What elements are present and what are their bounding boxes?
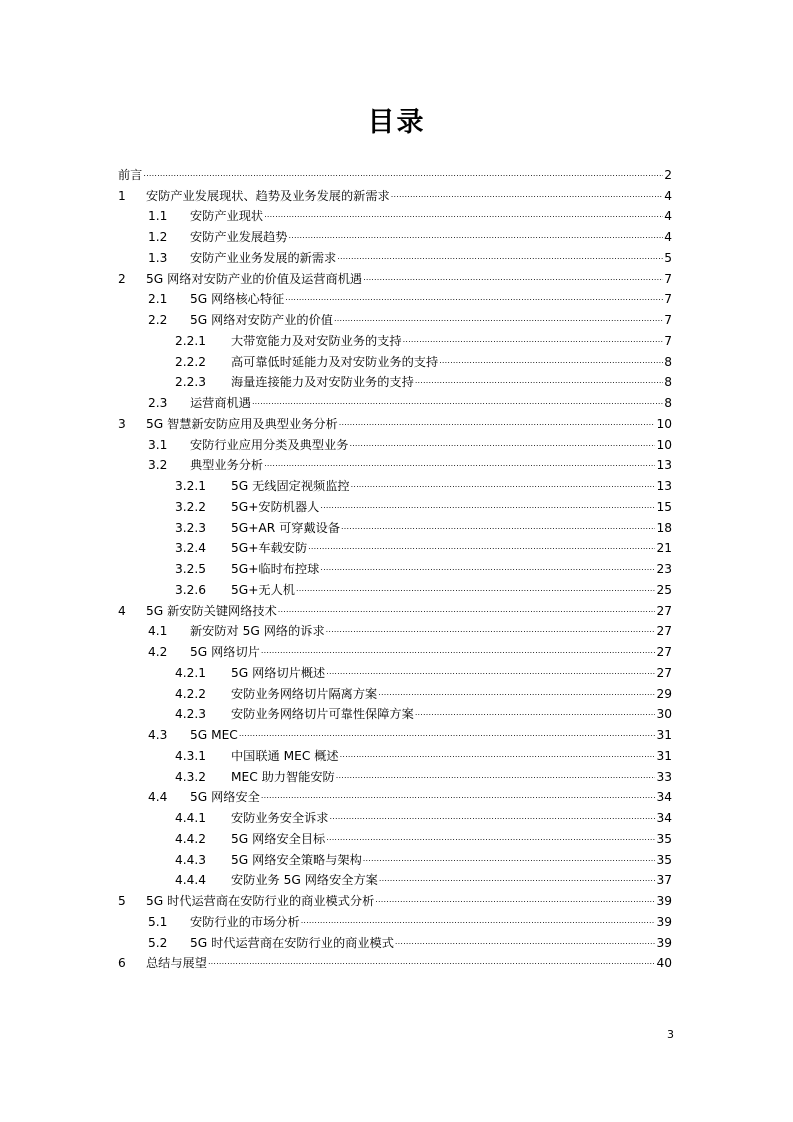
toc-entry-page: 7 (664, 292, 672, 307)
toc-entry-number: 6 (118, 956, 126, 971)
toc-entry-page: 13 (656, 479, 672, 493)
toc-entry[interactable] (118, 452, 672, 473)
toc-entry-page: 2 (664, 167, 672, 182)
toc-entry-title: 安防业务网络切片隔离方案 (231, 686, 378, 701)
toc-entry-title: 5G 时代运营商在安防行业的商业模式 (190, 935, 394, 950)
toc-entry-number: 5.2 (148, 935, 168, 950)
toc-dot-leader (415, 375, 663, 389)
toc-entry-page: 27 (656, 665, 672, 680)
toc-entry-title: 5G+车载安防 (231, 541, 308, 556)
toc-dot-leader (285, 292, 663, 306)
toc-entry[interactable] (118, 514, 672, 535)
toc-dot-leader (143, 168, 663, 182)
toc-entry-number: 4.3.2 (175, 769, 207, 784)
toc-entry-title: 5G 网络切片 (190, 645, 260, 659)
toc-entry-number: 4.4.1 (175, 811, 207, 825)
toc-entry-title: 5G 网络切片概述 (231, 665, 326, 680)
toc-entry[interactable] (118, 784, 672, 805)
toc-entry-title: 5G+安防机器人 (231, 499, 320, 514)
toc-entry-number: 4.4.2 (175, 831, 207, 846)
toc-entry[interactable] (118, 680, 672, 701)
toc-entry[interactable] (118, 472, 672, 493)
toc-dot-leader (326, 832, 655, 846)
toc-entry-title: 5G 网络安全目标 (231, 831, 326, 846)
toc-entry[interactable] (118, 369, 672, 390)
toc-entry-page: 35 (656, 831, 672, 846)
toc-entry-page: 4 (664, 209, 672, 224)
toc-entry-page: 4 (664, 188, 672, 203)
toc-entry-title: 安防产业业务发展的新需求 (190, 250, 337, 265)
toc-entry[interactable] (118, 535, 672, 556)
toc-entry[interactable] (118, 701, 672, 722)
toc-entry[interactable] (118, 389, 672, 410)
toc-entry-page: 39 (656, 914, 672, 929)
toc-entry-title: 典型业务分析 (190, 458, 264, 473)
toc-entry-page: 8 (664, 354, 672, 369)
toc-entry-title: 总结与展望 (146, 956, 207, 971)
toc-entry-title: 5G 智慧新安防应用及典型业务分析 (146, 416, 338, 431)
toc-entry-number: 3.2.3 (175, 520, 207, 535)
toc-entry-page: 29 (656, 686, 672, 701)
toc-entry-page: 31 (656, 728, 672, 742)
toc-dot-leader (334, 313, 663, 327)
toc-dot-leader (330, 811, 656, 825)
toc-entry-page: 10 (656, 416, 672, 431)
toc-dot-leader (336, 770, 656, 784)
toc-entry[interactable] (118, 721, 672, 742)
toc-entry-title: 高可靠低时延能力及对安防业务的支持 (231, 354, 439, 369)
toc-entry-title: 5G 网络安全策略与架构 (231, 852, 362, 867)
toc-dot-leader (339, 417, 656, 431)
toc-entry[interactable] (118, 203, 672, 224)
toc-entry-page: 15 (656, 499, 672, 514)
toc-entry-page: 8 (664, 396, 672, 410)
toc-entry[interactable] (118, 867, 672, 888)
toc-entry-title: 5G+无人机 (231, 582, 295, 597)
toc-entry-page: 34 (656, 811, 672, 825)
toc-entry-title: 大带宽能力及对安防业务的支持 (231, 333, 402, 348)
toc-entry[interactable] (118, 618, 672, 639)
toc-entry-number: 2.2.2 (175, 354, 207, 369)
toc-entry-page: 27 (656, 624, 672, 639)
toc-entry-number: 3.2.1 (175, 479, 207, 493)
toc-entry-page: 18 (656, 520, 672, 535)
toc-dot-leader (320, 500, 655, 514)
toc-dot-leader (278, 604, 656, 618)
toc-entry-number: 3.2.4 (175, 541, 207, 556)
toc-entry-page: 13 (656, 458, 672, 473)
toc-entry-number: 1.2 (148, 230, 168, 244)
toc-entry[interactable] (118, 950, 672, 971)
toc-entry[interactable] (118, 306, 672, 327)
toc-entry-title: 5G+临时布控球 (231, 562, 320, 576)
toc-entry-title: 5G 网络核心特征 (190, 292, 285, 307)
toc-dot-leader (363, 853, 656, 867)
toc-entry-number: 4.4 (148, 790, 168, 805)
toc-entry-page: 27 (656, 645, 672, 659)
toc-entry-number: 2.2 (148, 313, 168, 327)
toc-dot-leader (261, 790, 656, 804)
toc-entry-number: 5 (118, 894, 126, 908)
toc-entry-title: 新安防对 5G 网络的诉求 (190, 624, 325, 639)
toc-entry-page: 37 (656, 873, 672, 888)
toc-dot-leader (340, 749, 656, 763)
toc-entry-title: 中国联通 MEC 概述 (231, 748, 339, 763)
toc-entry-page: 7 (664, 271, 672, 286)
toc-entry-number: 4.3.1 (175, 748, 207, 763)
toc-dot-leader (415, 707, 656, 721)
toc-dot-leader (439, 355, 663, 369)
toc-entry-title: 5G 网络安全 (190, 790, 260, 805)
toc-entry-number: 2.2.1 (175, 333, 207, 348)
toc-entry-page: 27 (656, 603, 672, 618)
toc-entry[interactable] (118, 846, 672, 867)
toc-entry[interactable] (118, 638, 672, 659)
toc-dot-leader (326, 624, 656, 638)
toc-entry-page: 33 (656, 769, 672, 784)
toc-dot-leader (391, 189, 663, 203)
page-number: 3 (667, 1028, 674, 1041)
toc-dot-leader (326, 666, 655, 680)
toc-entry-title: 5G 时代运营商在安防行业的商业模式分析 (146, 894, 375, 908)
toc-entry-page: 39 (656, 894, 672, 908)
toc-entry-number: 4.2 (148, 645, 168, 659)
toc-dot-leader (261, 645, 656, 659)
toc-dot-leader (403, 334, 664, 348)
toc-entry-number: 5.1 (148, 914, 168, 929)
toc-dot-leader (308, 541, 655, 555)
toc-entry-number: 3.2 (148, 458, 168, 473)
toc-entry[interactable] (118, 887, 672, 908)
toc-entry[interactable] (118, 929, 672, 950)
toc-entry-number: 1.1 (148, 209, 168, 224)
toc-dot-leader (289, 230, 664, 244)
toc-entry[interactable] (118, 555, 672, 576)
toc-dot-leader (379, 873, 656, 887)
table-of-contents (118, 161, 672, 970)
toc-dot-leader (395, 936, 656, 950)
toc-dot-leader (375, 894, 655, 908)
toc-entry-page: 23 (656, 562, 672, 576)
toc-entry-page: 4 (664, 230, 672, 244)
page-title: 目录 (367, 107, 426, 138)
toc-dot-leader (252, 396, 663, 410)
toc-dot-leader (337, 251, 663, 265)
toc-entry-title: 安防产业发展趋势 (190, 230, 288, 244)
toc-entry[interactable] (118, 286, 672, 307)
toc-entry-number: 1 (118, 188, 126, 203)
toc-entry-number: 4.1 (148, 624, 168, 639)
toc-entry-title: 5G+AR 可穿戴设备 (231, 520, 341, 535)
toc-entry-title: 安防产业发展现状、趋势及业务发展的新需求 (146, 188, 390, 203)
toc-entry-page: 34 (656, 790, 672, 805)
toc-entry-number: 2.1 (148, 292, 168, 307)
toc-entry-number: 3.2.6 (175, 582, 207, 597)
toc-entry-number: 3.1 (148, 437, 168, 452)
toc-entry[interactable] (118, 182, 672, 203)
toc-dot-leader (239, 728, 656, 742)
toc-entry[interactable] (118, 742, 672, 763)
toc-dot-leader (301, 915, 656, 929)
toc-entry-number: 4.2.1 (175, 665, 207, 680)
toc-dot-leader (378, 687, 655, 701)
toc-entry-number: 1.3 (148, 250, 168, 265)
toc-entry-page: 39 (656, 935, 672, 950)
toc-dot-leader (264, 209, 663, 223)
toc-entry-number: 4.3 (148, 728, 168, 742)
toc-entry[interactable] (118, 804, 672, 825)
toc-entry[interactable] (118, 244, 672, 265)
toc-entry-title: 5G MEC (190, 728, 238, 742)
toc-dot-leader (341, 521, 655, 535)
toc-entry-title: 5G 新安防关键网络技术 (146, 603, 277, 618)
toc-entry-page: 21 (656, 541, 672, 556)
toc-entry-number: 3.2.2 (175, 499, 207, 514)
toc-dot-leader (363, 272, 663, 286)
toc-entry[interactable] (118, 908, 672, 929)
toc-entry-title: 安防行业应用分类及典型业务 (190, 437, 349, 452)
toc-entry[interactable] (118, 265, 672, 286)
toc-entry[interactable] (118, 431, 672, 452)
toc-entry-number: 3.2.5 (175, 562, 207, 576)
toc-entry[interactable] (118, 223, 672, 244)
toc-entry[interactable] (118, 327, 672, 348)
toc-entry-title: MEC 助力智能安防 (231, 769, 335, 784)
toc-entry-page: 5 (664, 250, 672, 265)
toc-entry-title: 安防行业的市场分析 (190, 914, 300, 929)
toc-entry-number: 4 (118, 603, 126, 618)
toc-entry-title: 安防业务 5G 网络安全方案 (231, 873, 378, 888)
toc-dot-leader (296, 583, 656, 597)
toc-entry-page: 35 (656, 852, 672, 867)
toc-entry[interactable] (118, 576, 672, 597)
toc-entry-title: 安防业务安全诉求 (231, 811, 329, 825)
toc-entry[interactable] (118, 410, 672, 431)
toc-entry[interactable] (118, 659, 672, 680)
toc-dot-leader (349, 438, 655, 452)
toc-entry[interactable] (118, 825, 672, 846)
toc-entry-title: 5G 无线固定视频监控 (231, 479, 350, 493)
toc-entry-number: 4.4.3 (175, 852, 207, 867)
toc-entry-page: 10 (656, 437, 672, 452)
toc-entry-number: 4.2.2 (175, 686, 207, 701)
toc-entry-number: 2 (118, 271, 126, 286)
toc-entry-number: 2.3 (148, 396, 168, 410)
toc-entry-page: 30 (656, 707, 672, 722)
toc-dot-leader (264, 458, 655, 472)
toc-entry-title: 安防产业现状 (190, 209, 264, 224)
toc-dot-leader (351, 479, 656, 493)
toc-entry-number: 3 (118, 416, 126, 431)
toc-entry-page: 7 (664, 313, 672, 327)
toc-entry[interactable] (118, 493, 672, 514)
toc-entry[interactable] (118, 763, 672, 784)
toc-entry-page: 25 (656, 582, 672, 597)
toc-dot-leader (320, 562, 655, 576)
toc-entry-page: 8 (664, 375, 672, 390)
toc-entry-page: 7 (664, 333, 672, 348)
toc-entry-title: 5G 网络对安防产业的价值及运营商机遇 (146, 271, 363, 286)
toc-entry-number: 2.2.3 (175, 375, 207, 390)
toc-entry-page: 31 (656, 748, 672, 763)
toc-entry-title: 运营商机遇 (190, 396, 251, 410)
toc-entry[interactable] (118, 161, 672, 182)
toc-entry[interactable] (118, 348, 672, 369)
toc-entry-title: 安防业务网络切片可靠性保障方案 (231, 707, 414, 722)
toc-entry-page: 40 (656, 956, 672, 971)
toc-entry-number: 4.4.4 (175, 873, 207, 888)
toc-entry-title: 5G 网络对安防产业的价值 (190, 313, 333, 327)
toc-entry-title: 海量连接能力及对安防业务的支持 (231, 375, 414, 390)
toc-dot-leader (208, 956, 656, 970)
toc-entry[interactable] (118, 597, 672, 618)
toc-entry-title: 前言 (118, 167, 143, 182)
toc-entry-number: 4.2.3 (175, 707, 207, 722)
